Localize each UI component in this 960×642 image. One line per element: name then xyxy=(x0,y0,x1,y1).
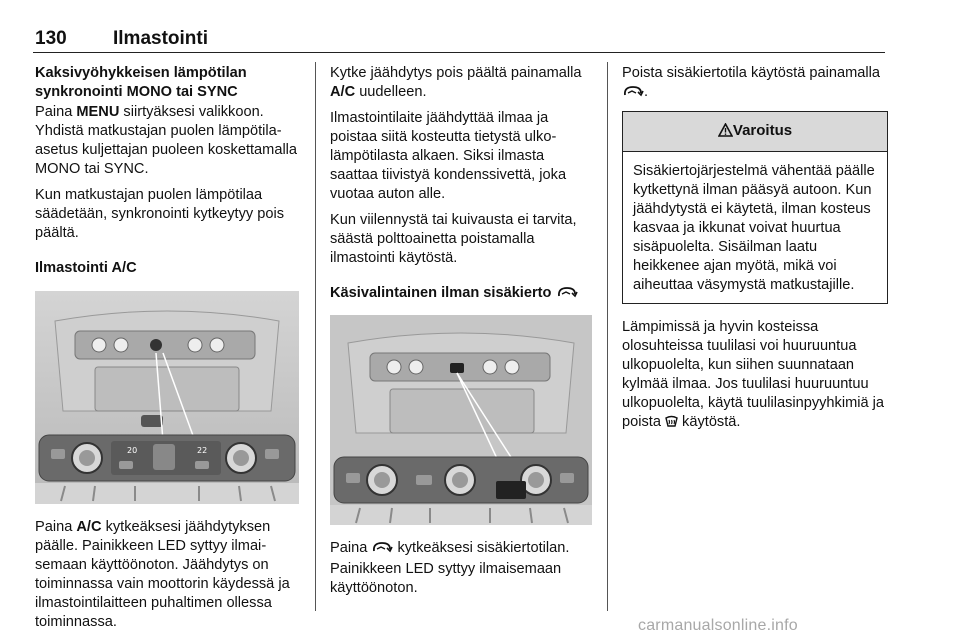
figure-left-temp: 20 xyxy=(127,446,138,455)
text: uudelleen. xyxy=(355,84,427,100)
text: Kytke jäähdytys pois päältä painamalla xyxy=(330,65,582,81)
text: Paina xyxy=(330,540,372,556)
page-header xyxy=(33,22,885,53)
paragraph xyxy=(35,103,303,179)
text: kytkeäksesi sisäkiertotilan. Painikkeen LED syttyy ilmaisemaan käyttöönoton. xyxy=(330,540,570,596)
recirculation-icon xyxy=(556,285,578,305)
recirculation-icon xyxy=(622,84,644,104)
column-divider-1 xyxy=(315,62,316,611)
button-ref-menu: MENU xyxy=(76,104,120,120)
paragraph xyxy=(622,64,890,104)
paragraph xyxy=(330,64,595,102)
text: käytöstä. xyxy=(678,414,741,430)
figure-climate-panel-ac xyxy=(35,291,299,504)
text: Lämpimissä ja hyvin kosteissa olosuhteissa tuulilasi voi huuruuntua ulkopuolelta, kun siihen suunnataan kylmää ilmaa. Jos tuulilasi huuruuntuu ulkopuolelta, käytä tuulilasinpyyhkimiä ja poista xyxy=(622,319,885,430)
watermark: carmanualsonline.info xyxy=(638,617,798,634)
chapter-title: Ilmastointi xyxy=(113,28,209,49)
paragraph: Kun viilennystä tai kuivausta ei tarvita, säästä polttoainetta poistamalla ilmastointi käytöstä. xyxy=(330,212,577,266)
warning-body: Sisäkiertojärjestelmä vähentää päälle kytkettynä ilman pääsyä autoon. Kun jäähdytystä ei käytetä, ilman kosteus kasvaa ja ikkunat voivat huurtua sisäpuolelta. Sisäilman laatu heikkenee ajan myötä, mikä voi aiheuttaa väsymystä matkustajille. xyxy=(633,163,875,293)
paragraph xyxy=(330,539,595,598)
paragraph: Kun matkustajan puolen lämpötilaa säädetään, synkronointi kytkeytyy pois päältä. xyxy=(35,187,285,241)
text: Poista sisäkiertotila käytöstä painamalla xyxy=(622,65,880,81)
section-heading-recirculation xyxy=(330,284,595,305)
warning-box xyxy=(622,111,888,304)
figure-climate-panel-recirculation xyxy=(330,315,592,525)
windshield-defrost-icon xyxy=(665,414,678,434)
column-3 xyxy=(622,64,890,441)
text: kytkeäksesi jäähdytyksen päälle. Painikkeen LED syttyy ilmaisemaan käyttöönoton. Jäähdytys on toiminnassa vain moottorin käydessä ja ilmastointilaitteen puhaltimen ollessa toiminnassa. xyxy=(35,519,290,630)
column-divider-2 xyxy=(607,62,608,611)
recirculation-icon xyxy=(371,540,393,560)
page-number: 130 xyxy=(35,28,67,49)
paragraph: Ilmastointilaite jäähdyttää ilmaa ja poistaa siitä kosteutta tietystä ulkolämpötilasta alkaen. Siksi ilmasta saattaa tiivistyä kondenssivettä, joka vuotaa auton alle. xyxy=(330,110,567,202)
paragraph xyxy=(622,318,890,434)
button-ref-ac: A/C xyxy=(330,84,356,100)
text: . xyxy=(644,84,649,100)
section-heading-ac: Ilmastointi A/C xyxy=(35,260,137,276)
column-2 xyxy=(330,64,595,605)
text: Varoitus xyxy=(732,122,793,139)
button-ref-ac: A/C xyxy=(76,519,102,535)
text: Paina xyxy=(35,104,77,120)
figure-right-temp: 22 xyxy=(197,446,208,455)
text: siirtyäksesi valikkoon. Yhdistä matkustajan puolen lämpötila-asetus kuljettajan puoleen koskettamalla MONO tai SYNC. xyxy=(35,104,298,177)
column-1 xyxy=(35,64,303,639)
text: Paina xyxy=(35,519,77,535)
warning-title xyxy=(623,112,887,152)
section-heading-sync: Kaksivyöhykkeisen lämpötilan synkronointi MONO tai SYNC xyxy=(35,65,247,100)
warning-triangle-icon xyxy=(718,123,733,142)
paragraph xyxy=(35,518,303,632)
text: Käsivalintainen ilman sisäkierto xyxy=(330,285,552,301)
